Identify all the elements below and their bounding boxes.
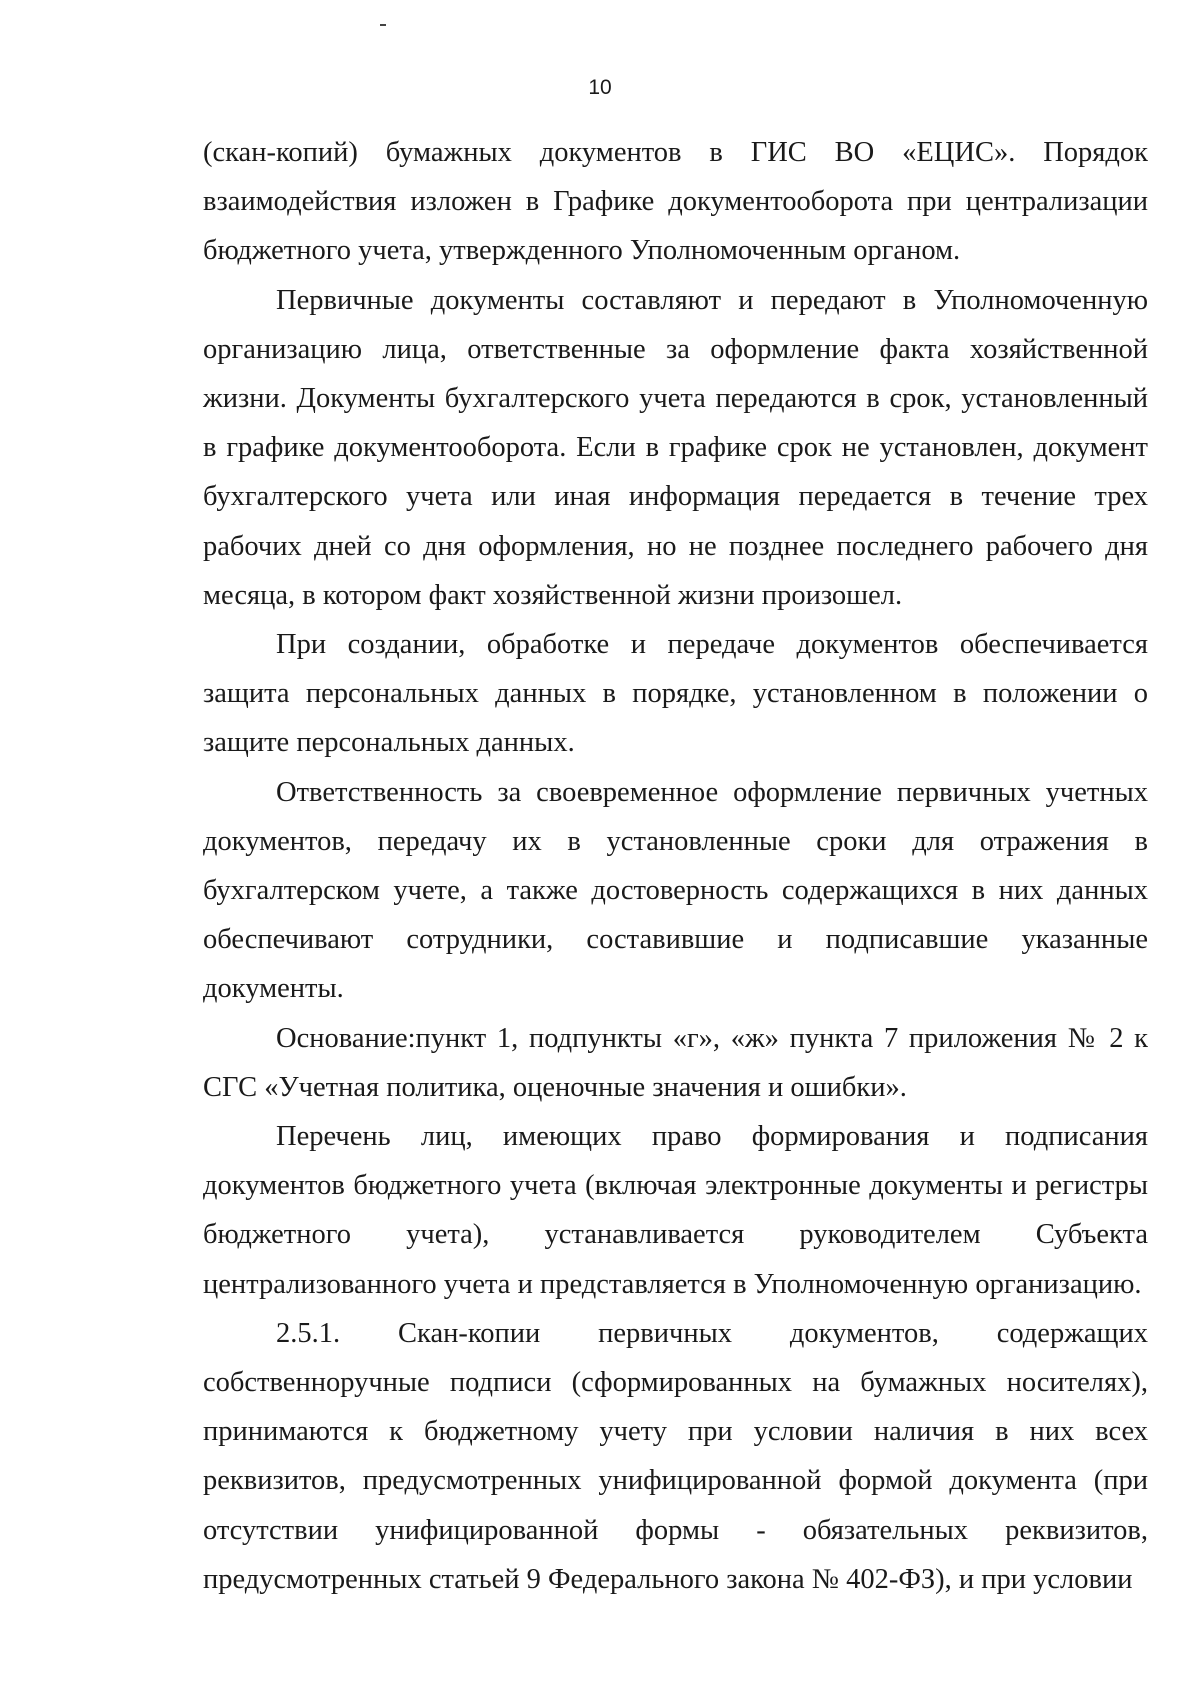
paragraph-continuation: (скан-копий) бумажных документов в ГИС ВО «ЕЦИС». Порядок взаимодействия изложен в Графике документооборота при централизации бюджетного учета, утвержденного Уполномоченным органом. — [203, 137, 1148, 267]
paragraph-personal-data: При создании, обработке и передаче документов обеспечивается защита персональных данных в порядке, установленном в положении о защите персональных данных. — [203, 629, 1148, 759]
page-number: 10 — [588, 76, 612, 99]
scan-artifact-mark — [380, 24, 386, 26]
paragraph-signatories: Перечень лиц, имеющих право формирования и подписания документов бюджетного учета (включая электронные документы и регистры бюджетного учета), устанавливается руководителем Субъекта централизованного учета и представляется в Уполномоченную организацию. — [203, 1121, 1148, 1300]
document-body — [203, 128, 1148, 1604]
paragraph-basis: Основание:пункт 1, подпункты «г», «ж» пункта 7 приложения № 2 к СГС «Учетная политика, оценочные значения и ошибки». — [203, 1022, 1148, 1103]
paragraph-primary-documents: Первичные документы составляют и передают в Уполномоченную организацию лица, ответственные за оформление факта хозяйственной жизни. Документы бухгалтерского учета передаются в срок, установленный в графике документооборота. Если в графике срок не установлен, документ бухгалтерского учета или иная информация передается в течение трех рабочих дней со дня оформления, но не позднее последнего рабочего дня месяца, в котором факт хозяйственной жизни произошел. — [203, 284, 1148, 611]
paragraph-responsibility: Ответственность за своевременное оформление первичных учетных документов, передачу их в установленные сроки для отражения в бухгалтерском учете, а также достоверность содержащихся в них данных обеспечивают сотрудники, составившие и подписавшие указанные документы. — [203, 776, 1148, 1005]
paragraph-section-2-5-1: 2.5.1. Скан-копии первичных документов, содержащих собственноручные подписи (сформированных на бумажных носителях), принимаются к бюджетному учету при условии наличия в них всех реквизитов, предусмотренных унифицированной формой документа (при отсутствии унифицированной формы - обязательных реквизитов, предусмотренных статьей 9 Федерального закона № 402-ФЗ), и при условии — [203, 1317, 1148, 1595]
